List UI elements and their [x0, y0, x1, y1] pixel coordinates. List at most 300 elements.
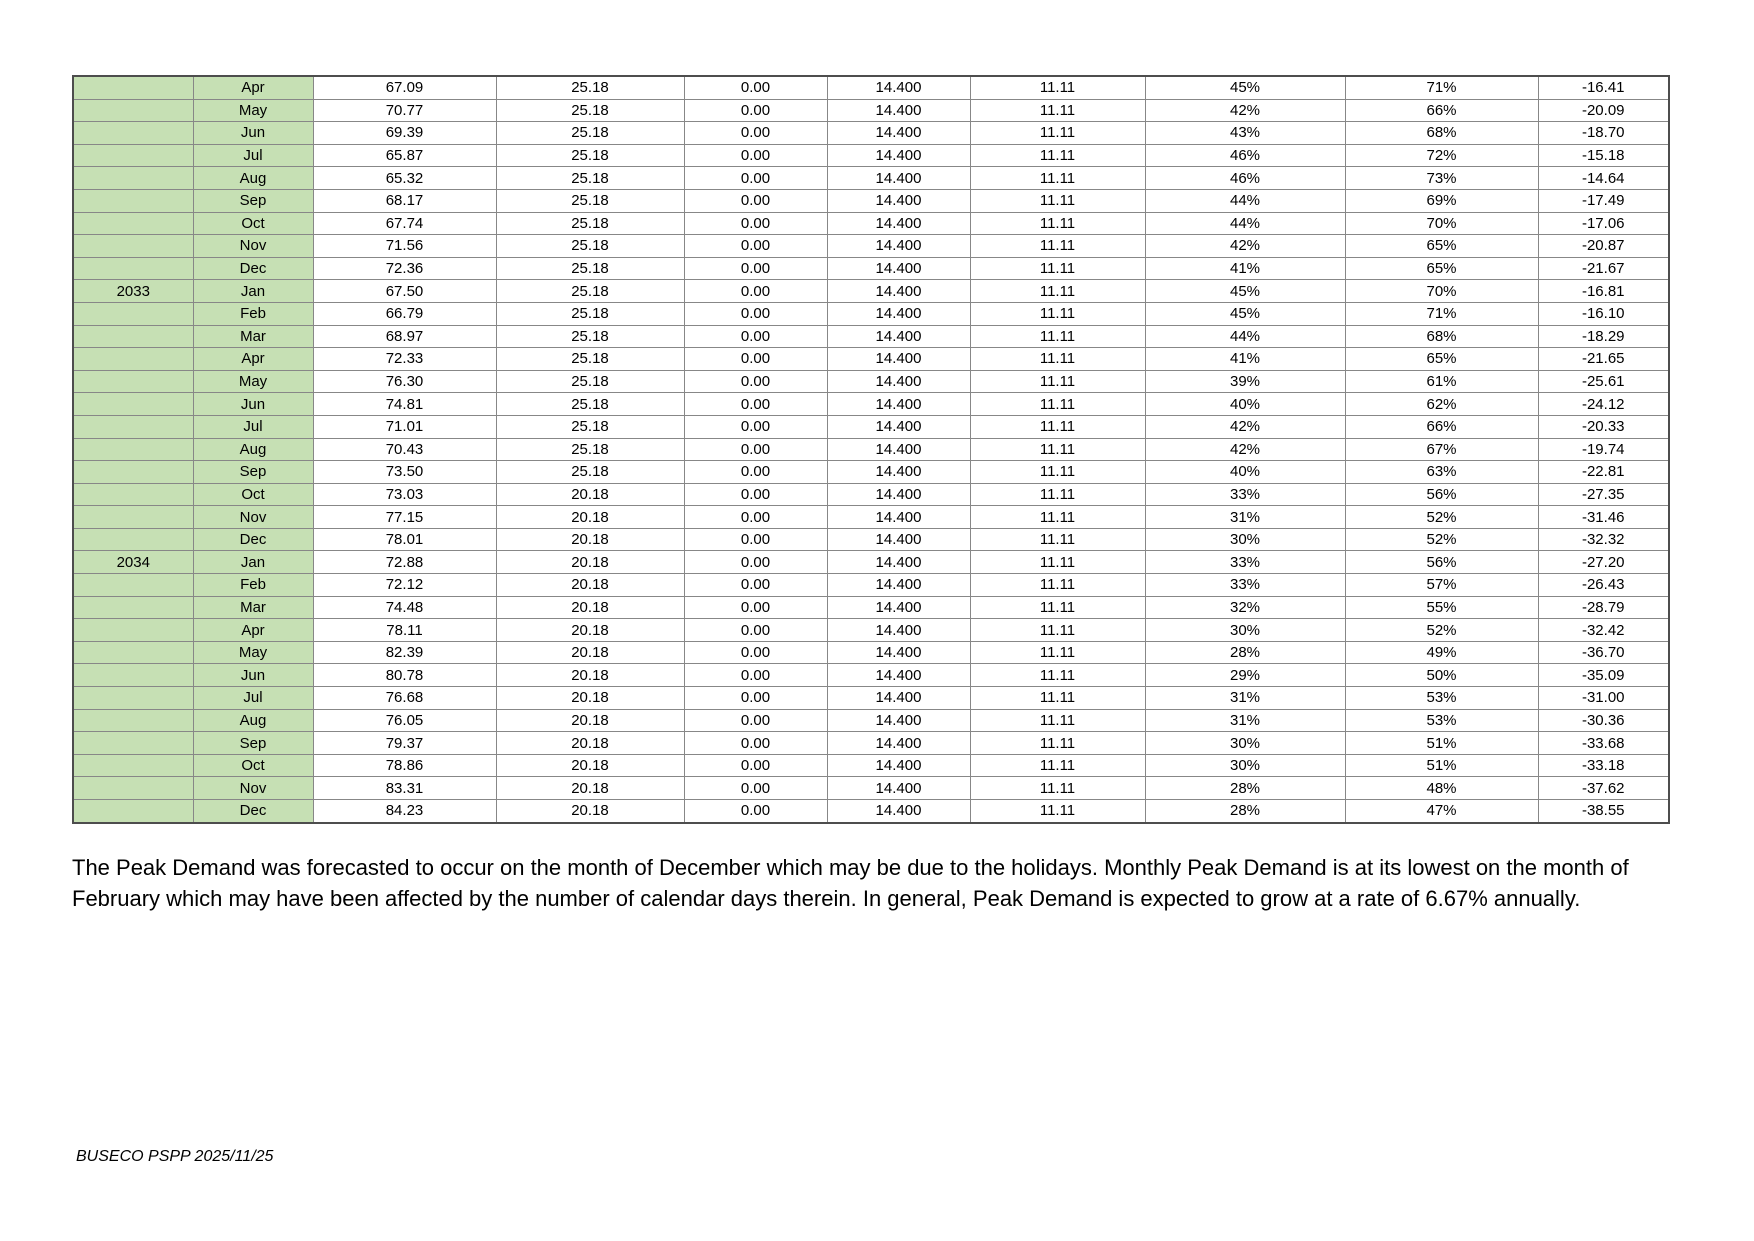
month-cell: Feb [193, 574, 313, 597]
table-row [73, 664, 1669, 687]
year-cell [73, 483, 193, 506]
table-row [73, 483, 1669, 506]
value-cell: -17.49 [1538, 189, 1669, 212]
value-cell: 0.00 [684, 574, 827, 597]
value-cell: 0.00 [684, 461, 827, 484]
value-cell: 11.11 [970, 122, 1145, 145]
value-cell: 20.18 [496, 506, 684, 529]
year-cell [73, 348, 193, 371]
year-cell [73, 122, 193, 145]
value-cell: 0.00 [684, 99, 827, 122]
month-cell: Jan [193, 551, 313, 574]
table-row [73, 619, 1669, 642]
table-row [73, 461, 1669, 484]
year-cell [73, 257, 193, 280]
value-cell: 48% [1345, 777, 1538, 800]
value-cell: 49% [1345, 641, 1538, 664]
value-cell: 65.32 [313, 167, 496, 190]
value-cell: 33% [1145, 551, 1345, 574]
value-cell: -15.18 [1538, 144, 1669, 167]
value-cell: -17.06 [1538, 212, 1669, 235]
month-cell: Nov [193, 777, 313, 800]
month-cell: Mar [193, 325, 313, 348]
value-cell: 14.400 [827, 732, 970, 755]
value-cell: 0.00 [684, 348, 827, 371]
table-body [73, 76, 1669, 823]
year-cell [73, 235, 193, 258]
value-cell: 14.400 [827, 754, 970, 777]
value-cell: 0.00 [684, 122, 827, 145]
value-cell: 11.11 [970, 235, 1145, 258]
year-cell [73, 641, 193, 664]
value-cell: 14.400 [827, 257, 970, 280]
value-cell: 32% [1145, 596, 1345, 619]
value-cell: 63% [1345, 461, 1538, 484]
month-cell: Jul [193, 144, 313, 167]
value-cell: 25.18 [496, 302, 684, 325]
value-cell: 28% [1145, 800, 1345, 823]
value-cell: 72.12 [313, 574, 496, 597]
value-cell: 76.68 [313, 687, 496, 710]
value-cell: 65.87 [313, 144, 496, 167]
table-row [73, 122, 1669, 145]
value-cell: 25.18 [496, 415, 684, 438]
table-row [73, 687, 1669, 710]
year-cell [73, 574, 193, 597]
value-cell: -37.62 [1538, 777, 1669, 800]
value-cell: 78.86 [313, 754, 496, 777]
value-cell: 0.00 [684, 167, 827, 190]
value-cell: 73.50 [313, 461, 496, 484]
table-row [73, 99, 1669, 122]
year-cell [73, 687, 193, 710]
value-cell: 25.18 [496, 393, 684, 416]
value-cell: 11.11 [970, 76, 1145, 99]
table-row [73, 800, 1669, 823]
table-row [73, 709, 1669, 732]
value-cell: 30% [1145, 619, 1345, 642]
value-cell: 14.400 [827, 302, 970, 325]
value-cell: 65% [1345, 235, 1538, 258]
table-row [73, 641, 1669, 664]
value-cell: 72% [1345, 144, 1538, 167]
value-cell: 71% [1345, 302, 1538, 325]
value-cell: 33% [1145, 483, 1345, 506]
value-cell: -20.87 [1538, 235, 1669, 258]
value-cell: 78.11 [313, 619, 496, 642]
table-row [73, 596, 1669, 619]
value-cell: 56% [1345, 551, 1538, 574]
value-cell: 20.18 [496, 777, 684, 800]
value-cell: 11.11 [970, 596, 1145, 619]
value-cell: 25.18 [496, 257, 684, 280]
year-cell [73, 212, 193, 235]
value-cell: 25.18 [496, 167, 684, 190]
value-cell: 72.88 [313, 551, 496, 574]
value-cell: -18.29 [1538, 325, 1669, 348]
value-cell: 31% [1145, 687, 1345, 710]
table-row [73, 777, 1669, 800]
value-cell: 53% [1345, 687, 1538, 710]
value-cell: 20.18 [496, 800, 684, 823]
value-cell: 46% [1145, 167, 1345, 190]
value-cell: 0.00 [684, 483, 827, 506]
value-cell: 29% [1145, 664, 1345, 687]
value-cell: 20.18 [496, 596, 684, 619]
value-cell: -33.18 [1538, 754, 1669, 777]
value-cell: 71% [1345, 76, 1538, 99]
value-cell: 53% [1345, 709, 1538, 732]
month-cell: May [193, 99, 313, 122]
month-cell: Nov [193, 235, 313, 258]
value-cell: 45% [1145, 280, 1345, 303]
value-cell: -35.09 [1538, 664, 1669, 687]
value-cell: -22.81 [1538, 461, 1669, 484]
analysis-paragraph: The Peak Demand was forecasted to occur on the month of December which may be due to the holidays. Monthly Peak Demand is at its lowest on the month of February which may have been affected by the number of calendar days therein. In general, Peak Demand is expected to grow at a rate of 6.67% annually. [72, 855, 1629, 911]
value-cell: 52% [1345, 528, 1538, 551]
month-cell: Apr [193, 619, 313, 642]
month-cell: Dec [193, 800, 313, 823]
month-cell: Dec [193, 528, 313, 551]
value-cell: 0.00 [684, 709, 827, 732]
value-cell: 25.18 [496, 438, 684, 461]
table-row [73, 189, 1669, 212]
value-cell: 14.400 [827, 619, 970, 642]
value-cell: 56% [1345, 483, 1538, 506]
value-cell: 14.400 [827, 528, 970, 551]
value-cell: 11.11 [970, 99, 1145, 122]
value-cell: 40% [1145, 461, 1345, 484]
value-cell: 20.18 [496, 754, 684, 777]
year-cell [73, 189, 193, 212]
value-cell: 14.400 [827, 687, 970, 710]
value-cell: 11.11 [970, 528, 1145, 551]
value-cell: 14.400 [827, 551, 970, 574]
value-cell: 42% [1145, 99, 1345, 122]
value-cell: 43% [1145, 122, 1345, 145]
value-cell: 70.77 [313, 99, 496, 122]
value-cell: 14.400 [827, 438, 970, 461]
value-cell: 14.400 [827, 189, 970, 212]
value-cell: 14.400 [827, 641, 970, 664]
value-cell: 68% [1345, 325, 1538, 348]
table-row [73, 280, 1669, 303]
value-cell: 80.78 [313, 664, 496, 687]
value-cell: 30% [1145, 754, 1345, 777]
value-cell: 28% [1145, 641, 1345, 664]
value-cell: 14.400 [827, 76, 970, 99]
table-row [73, 551, 1669, 574]
value-cell: 25.18 [496, 370, 684, 393]
table-row [73, 732, 1669, 755]
value-cell: 11.11 [970, 551, 1145, 574]
month-cell: Nov [193, 506, 313, 529]
table-row [73, 528, 1669, 551]
value-cell: 45% [1145, 76, 1345, 99]
value-cell: 0.00 [684, 415, 827, 438]
value-cell: 66% [1345, 415, 1538, 438]
value-cell: 25.18 [496, 144, 684, 167]
month-cell: Oct [193, 754, 313, 777]
value-cell: 11.11 [970, 574, 1145, 597]
value-cell: 74.48 [313, 596, 496, 619]
value-cell: 31% [1145, 506, 1345, 529]
value-cell: 70% [1345, 212, 1538, 235]
value-cell: 68% [1345, 122, 1538, 145]
value-cell: 66.79 [313, 302, 496, 325]
value-cell: 25.18 [496, 348, 684, 371]
value-cell: 47% [1345, 800, 1538, 823]
value-cell: 78.01 [313, 528, 496, 551]
month-cell: Mar [193, 596, 313, 619]
value-cell: 62% [1345, 393, 1538, 416]
value-cell: -18.70 [1538, 122, 1669, 145]
value-cell: 11.11 [970, 483, 1145, 506]
value-cell: 51% [1345, 754, 1538, 777]
value-cell: 11.11 [970, 754, 1145, 777]
value-cell: 20.18 [496, 483, 684, 506]
value-cell: -33.68 [1538, 732, 1669, 755]
month-cell: Aug [193, 709, 313, 732]
value-cell: 25.18 [496, 280, 684, 303]
value-cell: -27.35 [1538, 483, 1669, 506]
value-cell: 70% [1345, 280, 1538, 303]
month-cell: Oct [193, 212, 313, 235]
value-cell: 14.400 [827, 596, 970, 619]
table-row [73, 415, 1669, 438]
value-cell: 68.97 [313, 325, 496, 348]
month-cell: Jun [193, 393, 313, 416]
value-cell: 11.11 [970, 280, 1145, 303]
value-cell: 71.01 [313, 415, 496, 438]
value-cell: -25.61 [1538, 370, 1669, 393]
value-cell: 44% [1145, 189, 1345, 212]
value-cell: 0.00 [684, 325, 827, 348]
value-cell: 65% [1345, 257, 1538, 280]
year-cell [73, 415, 193, 438]
table-row [73, 370, 1669, 393]
table-row [73, 235, 1669, 258]
value-cell: 40% [1145, 393, 1345, 416]
year-cell [73, 754, 193, 777]
value-cell: 11.11 [970, 257, 1145, 280]
year-cell [73, 438, 193, 461]
value-cell: 20.18 [496, 619, 684, 642]
table-row [73, 257, 1669, 280]
value-cell: 11.11 [970, 144, 1145, 167]
year-cell [73, 777, 193, 800]
value-cell: -32.42 [1538, 619, 1669, 642]
value-cell: 20.18 [496, 528, 684, 551]
value-cell: 25.18 [496, 122, 684, 145]
table-row [73, 506, 1669, 529]
value-cell: 0.00 [684, 777, 827, 800]
value-cell: -16.81 [1538, 280, 1669, 303]
month-cell: Dec [193, 257, 313, 280]
value-cell: 41% [1145, 348, 1345, 371]
value-cell: 11.11 [970, 687, 1145, 710]
value-cell: -20.09 [1538, 99, 1669, 122]
value-cell: 11.11 [970, 189, 1145, 212]
value-cell: 11.11 [970, 212, 1145, 235]
value-cell: 11.11 [970, 664, 1145, 687]
table-row [73, 167, 1669, 190]
value-cell: 0.00 [684, 76, 827, 99]
value-cell: 11.11 [970, 641, 1145, 664]
value-cell: -27.20 [1538, 551, 1669, 574]
value-cell: 79.37 [313, 732, 496, 755]
year-cell [73, 325, 193, 348]
value-cell: 0.00 [684, 212, 827, 235]
value-cell: 20.18 [496, 687, 684, 710]
month-cell: Apr [193, 76, 313, 99]
value-cell: 20.18 [496, 551, 684, 574]
value-cell: -14.64 [1538, 167, 1669, 190]
value-cell: -16.10 [1538, 302, 1669, 325]
value-cell: 31% [1145, 709, 1345, 732]
value-cell: 66% [1345, 99, 1538, 122]
value-cell: -26.43 [1538, 574, 1669, 597]
year-cell [73, 506, 193, 529]
value-cell: 0.00 [684, 257, 827, 280]
value-cell: 69% [1345, 189, 1538, 212]
value-cell: 42% [1145, 438, 1345, 461]
year-cell [73, 167, 193, 190]
value-cell: 68.17 [313, 189, 496, 212]
value-cell: -31.46 [1538, 506, 1669, 529]
month-cell: Sep [193, 461, 313, 484]
value-cell: 11.11 [970, 777, 1145, 800]
value-cell: 76.30 [313, 370, 496, 393]
value-cell: -28.79 [1538, 596, 1669, 619]
value-cell: 14.400 [827, 144, 970, 167]
value-cell: 69.39 [313, 122, 496, 145]
value-cell: 0.00 [684, 370, 827, 393]
value-cell: 14.400 [827, 212, 970, 235]
value-cell: 0.00 [684, 438, 827, 461]
value-cell: 67.09 [313, 76, 496, 99]
year-cell [73, 76, 193, 99]
value-cell: -38.55 [1538, 800, 1669, 823]
value-cell: 25.18 [496, 325, 684, 348]
value-cell: 14.400 [827, 415, 970, 438]
value-cell: 14.400 [827, 370, 970, 393]
month-cell: Jan [193, 280, 313, 303]
value-cell: -32.32 [1538, 528, 1669, 551]
value-cell: 11.11 [970, 619, 1145, 642]
year-cell: 2034 [73, 551, 193, 574]
peak-demand-forecast-table [72, 75, 1670, 824]
value-cell: 14.400 [827, 122, 970, 145]
month-cell: Aug [193, 167, 313, 190]
month-cell: Jul [193, 415, 313, 438]
table-row [73, 76, 1669, 99]
table-row [73, 325, 1669, 348]
value-cell: 71.56 [313, 235, 496, 258]
year-cell: 2033 [73, 280, 193, 303]
value-cell: 11.11 [970, 506, 1145, 529]
value-cell: 14.400 [827, 574, 970, 597]
value-cell: 77.15 [313, 506, 496, 529]
value-cell: 14.400 [827, 348, 970, 371]
month-cell: Aug [193, 438, 313, 461]
table-row [73, 754, 1669, 777]
value-cell: 0.00 [684, 641, 827, 664]
value-cell: 0.00 [684, 302, 827, 325]
value-cell: 72.33 [313, 348, 496, 371]
value-cell: 20.18 [496, 641, 684, 664]
month-cell: Feb [193, 302, 313, 325]
value-cell: 33% [1145, 574, 1345, 597]
value-cell: 28% [1145, 777, 1345, 800]
value-cell: 30% [1145, 528, 1345, 551]
table-row [73, 574, 1669, 597]
value-cell: 11.11 [970, 800, 1145, 823]
month-cell: Jun [193, 664, 313, 687]
year-cell [73, 732, 193, 755]
value-cell: 20.18 [496, 664, 684, 687]
value-cell: 82.39 [313, 641, 496, 664]
value-cell: 14.400 [827, 709, 970, 732]
year-cell [73, 370, 193, 393]
year-cell [73, 99, 193, 122]
value-cell: -20.33 [1538, 415, 1669, 438]
value-cell: 51% [1345, 732, 1538, 755]
value-cell: 14.400 [827, 800, 970, 823]
value-cell: 0.00 [684, 393, 827, 416]
value-cell: 11.11 [970, 415, 1145, 438]
value-cell: 0.00 [684, 596, 827, 619]
year-cell [73, 596, 193, 619]
year-cell [73, 461, 193, 484]
year-cell [73, 709, 193, 732]
value-cell: 0.00 [684, 189, 827, 212]
value-cell: 14.400 [827, 777, 970, 800]
value-cell: 14.400 [827, 506, 970, 529]
value-cell: -16.41 [1538, 76, 1669, 99]
value-cell: 55% [1345, 596, 1538, 619]
value-cell: 0.00 [684, 144, 827, 167]
value-cell: 0.00 [684, 800, 827, 823]
value-cell: 76.05 [313, 709, 496, 732]
value-cell: -30.36 [1538, 709, 1669, 732]
table-row [73, 393, 1669, 416]
value-cell: 14.400 [827, 235, 970, 258]
value-cell: 11.11 [970, 325, 1145, 348]
value-cell: 67.50 [313, 280, 496, 303]
table-row [73, 348, 1669, 371]
value-cell: 46% [1145, 144, 1345, 167]
value-cell: 20.18 [496, 709, 684, 732]
year-cell [73, 528, 193, 551]
value-cell: 52% [1345, 619, 1538, 642]
value-cell: 14.400 [827, 664, 970, 687]
value-cell: 14.400 [827, 325, 970, 348]
value-cell: 65% [1345, 348, 1538, 371]
value-cell: 14.400 [827, 99, 970, 122]
value-cell: 11.11 [970, 393, 1145, 416]
value-cell: 0.00 [684, 754, 827, 777]
value-cell: 0.00 [684, 732, 827, 755]
value-cell: 14.400 [827, 393, 970, 416]
year-cell [73, 393, 193, 416]
value-cell: 74.81 [313, 393, 496, 416]
value-cell: -21.65 [1538, 348, 1669, 371]
value-cell: 25.18 [496, 212, 684, 235]
year-cell [73, 302, 193, 325]
value-cell: -24.12 [1538, 393, 1669, 416]
value-cell: 11.11 [970, 461, 1145, 484]
